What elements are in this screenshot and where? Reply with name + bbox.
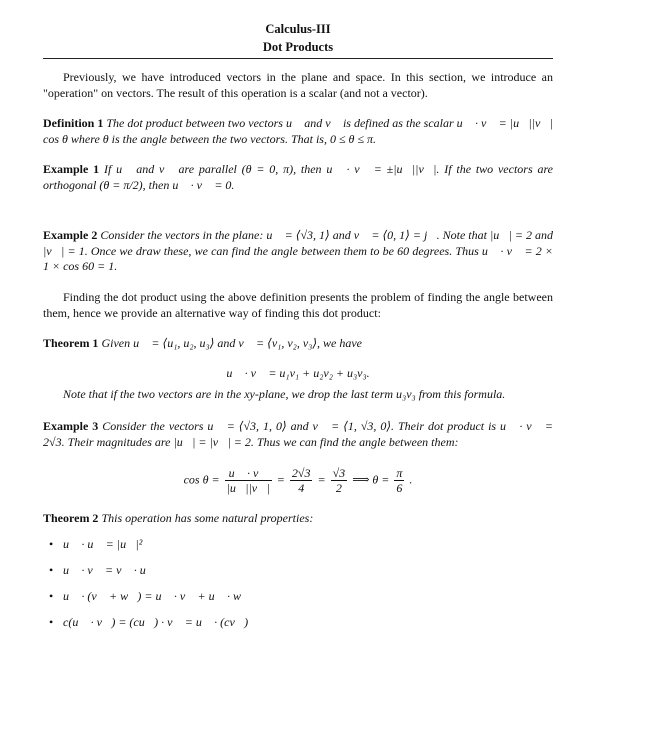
example-3-text: Consider the vectors u⃗ = ⟨√3, 1, 0⟩ and v⃗ = ⟨1, √3, 0⟩. Their dot product is u⃗ · v⃗ = 2√3. Their magnitudes are |u⃗| = |v⃗| = 2. Thus we can find the angle between them: xyxy=(43,419,553,449)
implies-theta: ⟹ θ = xyxy=(352,472,390,487)
eq-sign-1: = xyxy=(276,472,285,487)
eq-sign-2: = xyxy=(317,472,326,487)
theorem-1 xyxy=(43,336,553,352)
fraction-2root3-over-4 xyxy=(290,466,313,495)
theorem-2 xyxy=(43,511,553,527)
frac-4-numerator: π xyxy=(396,466,403,480)
frac-2-denominator: 4 xyxy=(298,481,305,495)
frac-3-denominator: 2 xyxy=(335,481,342,495)
property-item: • u⃗ · v⃗ = v⃗ · u⃗ xyxy=(63,563,250,578)
example-3-label: Example 3 xyxy=(43,419,99,433)
intro-paragraph: Previously, we have introduced vectors in the plane and space. In this section, we introduce an "operation" on vectors. The result of this operation is a scalar (and not a vector). xyxy=(43,70,553,100)
example-1-label: Example 1 xyxy=(43,162,100,176)
example-3 xyxy=(43,419,553,450)
definition-label: Definition 1 xyxy=(43,116,104,130)
cos-theta-equation xyxy=(43,466,553,495)
theorem-2-label: Theorem 2 xyxy=(43,511,99,525)
fraction-pi-over-6 xyxy=(394,466,404,495)
theorem-1-formula: u⃗ · v⃗ = u₁v₁ + u₂v₂ + u₃v₃. xyxy=(226,366,370,380)
property-item: • c(u⃗ · v⃗) = (cu⃗) · v⃗ = u⃗ · (cv⃗) xyxy=(63,615,250,630)
properties-list xyxy=(43,537,250,641)
frac-3-numerator: √3 xyxy=(332,466,346,480)
fraction-root3-over-2 xyxy=(331,466,348,495)
definition-1 xyxy=(43,116,553,147)
document-subtitle: Dot Products xyxy=(262,40,334,54)
example-2-label: Example 2 xyxy=(43,228,98,242)
example-1-text: If u⃗ and v⃗ are parallel (θ = 0, π), then u⃗ · v⃗ = ±|u⃗||v⃗|. If the two vectors are orthogonal (θ = π/2), then u⃗ · v⃗ = 0. xyxy=(43,162,553,192)
alternative-paragraph: Finding the dot product using the above definition presents the problem of finding the angle between them, hence we provide an alternative way of finding this dot product: xyxy=(43,290,553,320)
property-item: • u⃗ · u⃗ = |u⃗|² xyxy=(63,537,250,552)
frac-4-denominator: 6 xyxy=(396,481,403,495)
frac-1-denominator: |u⃗||v⃗| xyxy=(226,481,270,495)
document-title: Calculus-III xyxy=(265,22,331,36)
theorem-1-note: Note that if the two vectors are in the xy-plane, we drop the last term u₃v₃ from this formula. xyxy=(63,387,506,401)
theorem-2-text: This operation has some natural properties: xyxy=(101,511,314,525)
title-rule xyxy=(43,58,553,59)
definition-text: The dot product between two vectors u⃗ and v⃗ is defined as the scalar u⃗ · v⃗ = |u⃗||v⃗| cos θ where θ is the angle between the two vectors. That is, 0 ≤ θ ≤ π. xyxy=(43,116,553,146)
frac-1-numerator: u⃗ · v⃗ xyxy=(225,466,272,481)
frac-2-numerator: 2√3 xyxy=(291,466,311,480)
example-2 xyxy=(43,228,553,275)
theorem-1-label: Theorem 1 xyxy=(43,336,99,350)
example-1 xyxy=(43,162,553,193)
eq-period: . xyxy=(409,472,413,487)
example-2-text: Consider the vectors in the plane: u⃗ = ⟨√3, 1⟩ and v⃗ = ⟨0, 1⟩ = j⃗. Note that |u⃗| = 2 and |v⃗| = 1. Once we draw these, we can find the angle between them to be 60 degrees. Thus u⃗ · v⃗ = 2 × 1 × cos 60 = 1. xyxy=(43,228,553,273)
eq-lhs: cos θ = xyxy=(183,472,220,487)
theorem-1-text: Given u⃗ = ⟨u₁, u₂, u₃⟩ and v⃗ = ⟨v₁, v₂, v₃⟩, we have xyxy=(101,336,362,350)
fraction-dot-over-magnitudes xyxy=(225,466,272,495)
property-item: • u⃗ · (v⃗ + w⃗) = u⃗ · v⃗ + u⃗ · w⃗ xyxy=(63,589,250,604)
